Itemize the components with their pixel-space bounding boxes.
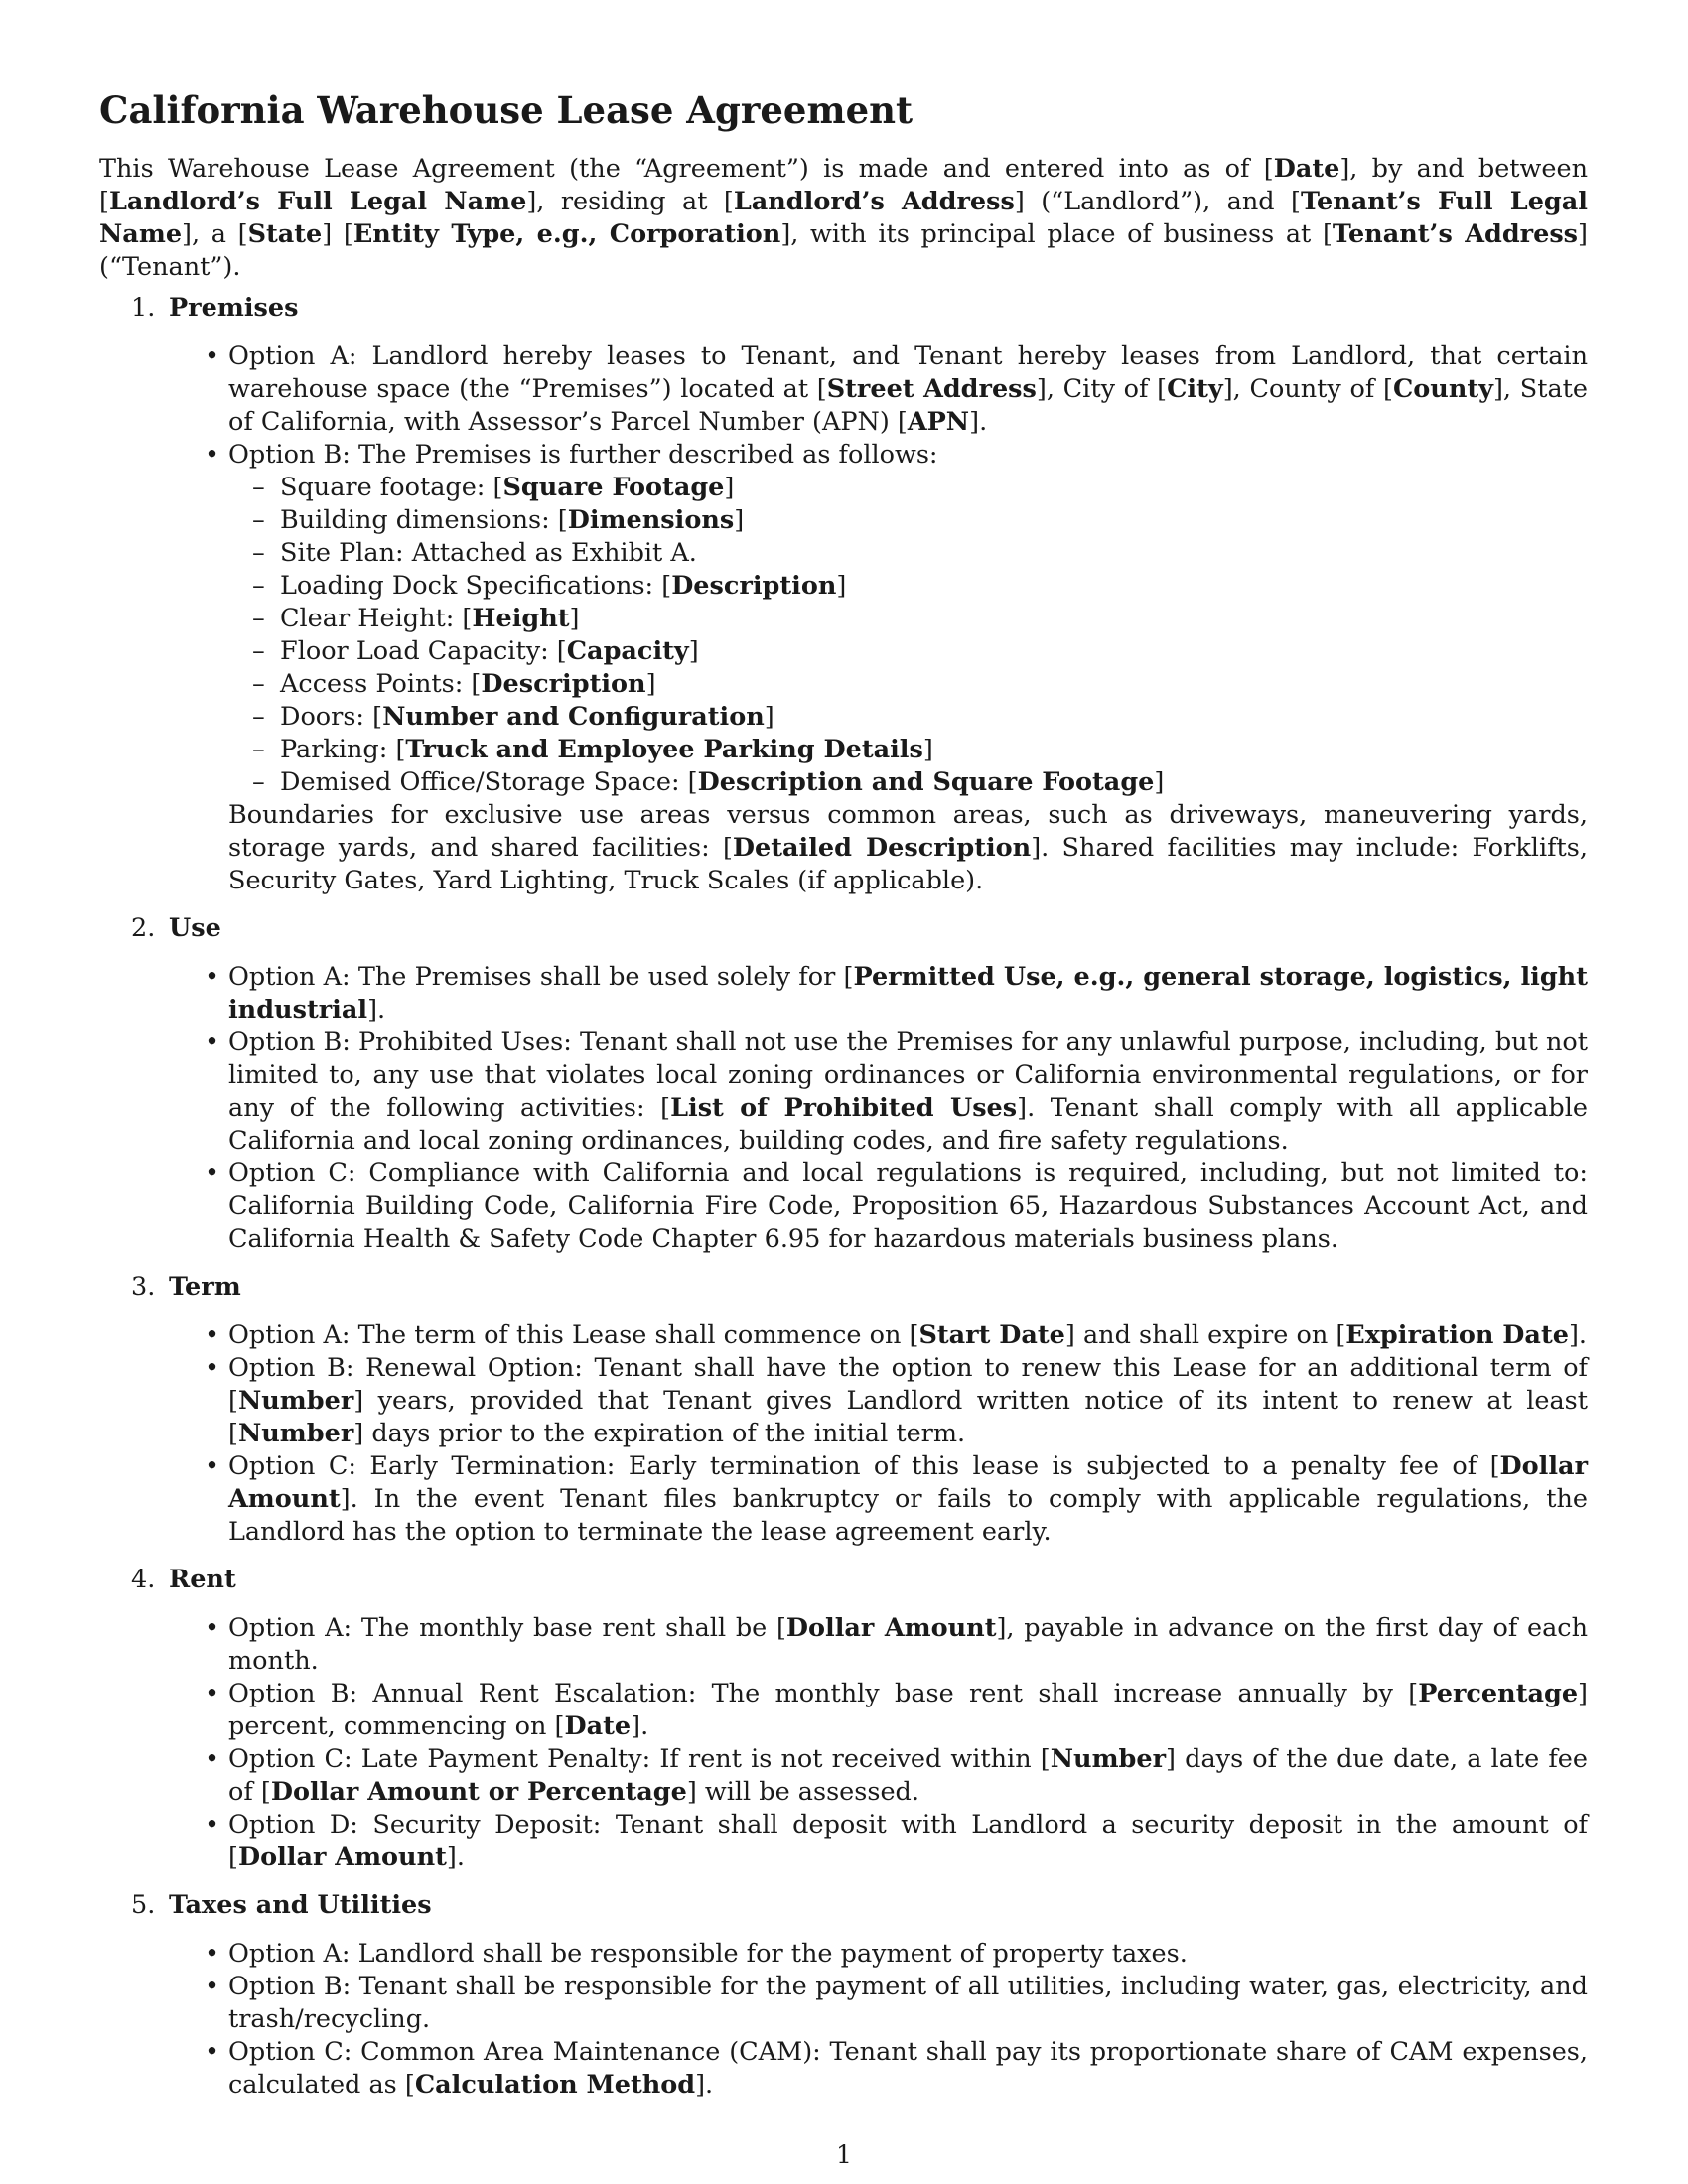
sub-item	[252, 537, 1588, 570]
text-run: Option A: Landlord shall be responsible for the payment of property taxes.	[228, 1939, 1188, 1969]
placeholder-field: Dollar Amount	[785, 1613, 997, 1643]
bullet-icon: •	[205, 1972, 220, 2001]
option-text	[228, 1743, 1588, 1809]
placeholder-field: Permitted Use, e.g., general storage, logistics, light industrial	[228, 962, 1588, 1024]
placeholder-field: Square Footage	[502, 473, 725, 502]
text-run: This Warehouse Lease Agreement (the “Agreement”) is made and entered into as of	[99, 154, 1264, 184]
text-run: ], State of California, with Assessor’s Parcel Number (APN) [	[228, 374, 1588, 437]
text-run: Demised Office/Storage Space: [	[280, 767, 698, 797]
dash-icon: –	[252, 636, 265, 666]
text-run: ]. In the event Tenant files bankruptcy or fails to comply with applicable regulations, the Landlord has the option to terminate the lease agreement early.	[228, 1484, 1588, 1547]
text-run: Access Points: [	[280, 669, 482, 699]
text-run: Option D: Security Deposit: Tenant shall deposit with Landlord a security deposit in the amount of [	[228, 1810, 1588, 1872]
placeholder-field: Number	[237, 1386, 354, 1416]
text-run: Option A: The Premises shall be used solely for [	[228, 962, 854, 992]
bullet-icon: •	[205, 2037, 220, 2067]
placeholder-field: Dollar Amount	[237, 1843, 447, 1872]
text-run: ]	[734, 505, 745, 535]
placeholder-field: Landlord’s Full Legal Name	[108, 187, 527, 216]
option-item	[205, 1971, 1588, 2036]
section-number: 2.	[131, 913, 156, 943]
placeholder-field: Dollar Amount	[228, 1451, 1588, 1514]
section-heading: Term	[169, 1272, 241, 1301]
placeholder-field: Landlord’s Address	[733, 187, 1015, 216]
text-run: Option B: Renewal Option: Tenant shall have the option to renew this Lease for an additional term of [	[228, 1353, 1588, 1416]
placeholder-field: Description and Square Footage	[697, 767, 1155, 797]
option-text	[228, 1026, 1588, 1158]
text-run: ]	[645, 669, 656, 699]
option-item	[205, 439, 1588, 897]
option-text	[228, 961, 1588, 1026]
sub-item	[252, 603, 1588, 635]
option-list	[169, 341, 1588, 897]
placeholder-field: Tenant’s Full Legal Name	[99, 187, 1588, 249]
sub-item	[252, 734, 1588, 766]
option-item	[205, 1678, 1588, 1743]
intro-paragraph	[99, 153, 1588, 284]
text-run: ], with its principal place of business at [	[780, 219, 1333, 249]
text-run: Clear Height: [	[280, 604, 473, 633]
option-text	[228, 439, 1588, 472]
bullet-icon: •	[205, 1451, 220, 1481]
placeholder-field: Capacity	[566, 636, 689, 666]
placeholder-field: Number	[237, 1419, 354, 1448]
section-use	[99, 912, 1588, 1256]
text-run: ], City of [	[1036, 374, 1168, 404]
option-list	[169, 961, 1588, 1256]
section-term	[99, 1271, 1588, 1549]
bullet-icon: •	[205, 1810, 220, 1840]
option-text	[228, 1612, 1588, 1678]
text-run: ]	[1154, 767, 1165, 797]
dash-icon: –	[252, 735, 265, 764]
bullet-icon: •	[205, 440, 220, 470]
section-heading: Premises	[169, 293, 299, 323]
sub-item	[252, 635, 1588, 668]
section-number: 4.	[131, 1565, 156, 1594]
dash-icon: –	[252, 702, 265, 732]
section-number: 3.	[131, 1272, 156, 1301]
text-run: Option B: Tenant shall be responsible for the payment of all utilities, including water, gas, electricity, and trash/recycling.	[228, 1972, 1588, 2034]
bullet-icon: •	[205, 1320, 220, 1350]
section-heading: Taxes and Utilities	[169, 1890, 432, 1920]
text-run: ]. Shared facilities may include: Forklifts, Security Gates, Yard Lighting, Truck Scales (if applicable).	[228, 833, 1588, 895]
option-item	[205, 961, 1588, 1026]
text-run: ] (“Landlord”), and [	[1014, 187, 1301, 216]
placeholder-field: Description	[481, 669, 646, 699]
text-run: ], a [	[182, 219, 248, 249]
section-heading: Rent	[169, 1565, 236, 1594]
text-run: Option B: Prohibited Uses: Tenant shall not use the Premises for any unlawful purpose, including, but not limited to, any use that violates local zoning ordinances or California environmental regulations, or for any of the following activities: [	[228, 1027, 1588, 1123]
text-run: ].	[446, 1843, 465, 1872]
option-text	[228, 1352, 1588, 1450]
text-run: Floor Load Capacity: [	[280, 636, 567, 666]
option-text	[228, 2036, 1588, 2102]
section-number: 1.	[131, 293, 156, 323]
option-followup-text	[228, 799, 1588, 897]
option-item	[205, 1158, 1588, 1256]
sub-item	[252, 766, 1588, 799]
bullet-icon: •	[205, 1353, 220, 1383]
option-list	[169, 1612, 1588, 1874]
text-run: ].	[969, 407, 988, 437]
option-item	[205, 1450, 1588, 1549]
option-list	[169, 1938, 1588, 2102]
option-item	[205, 1026, 1588, 1158]
text-run: Option A: The term of this Lease shall commence on [	[228, 1320, 919, 1350]
text-run: Parking: [	[280, 735, 406, 764]
sub-item	[252, 701, 1588, 734]
text-run: Option B: The Premises is further described as follows:	[228, 440, 938, 470]
placeholder-field: Date	[1273, 154, 1340, 184]
dash-icon: –	[252, 473, 265, 502]
text-run: ]	[836, 571, 847, 601]
text-run: ] days of the due date, a late fee of [	[228, 1744, 1588, 1807]
bullet-icon: •	[205, 1939, 220, 1969]
bullet-icon: •	[205, 1027, 220, 1057]
section-premises	[99, 292, 1588, 897]
text-run: Option A: Landlord hereby leases to Tenant, and Tenant hereby leases from Landlord, that certain warehouse space (the “Premises”) located at [	[228, 341, 1588, 404]
text-run: ].	[1568, 1320, 1588, 1350]
page-number: 1	[836, 2140, 852, 2169]
option-item	[205, 1743, 1588, 1809]
section-rent	[99, 1564, 1588, 1874]
text-run: Site Plan: Attached as Exhibit A.	[280, 538, 697, 568]
placeholder-field: List of Prohibited Uses	[670, 1093, 1018, 1123]
placeholder-field: State	[247, 219, 323, 249]
text-run: ].	[367, 995, 386, 1024]
text-run: ]. Tenant shall comply with all applicable California and local zoning ordinances, building codes, and fire safety regulations.	[228, 1093, 1588, 1156]
section-heading: Use	[169, 913, 221, 943]
bullet-icon: •	[205, 1679, 220, 1708]
text-run: [	[1263, 154, 1274, 184]
option-item	[205, 1612, 1588, 1678]
bullet-icon: •	[205, 1744, 220, 1774]
dash-icon: –	[252, 571, 265, 601]
text-run: Option C: Late Payment Penalty: If rent is not received within [	[228, 1744, 1051, 1774]
sub-item	[252, 668, 1588, 701]
option-item	[205, 341, 1588, 439]
option-item	[205, 1938, 1588, 1971]
text-run: Doors: [	[280, 702, 383, 732]
option-text	[228, 1158, 1588, 1256]
text-run: ] will be assessed.	[686, 1777, 919, 1807]
text-run: ], by and between [	[99, 154, 1588, 216]
placeholder-field: APN	[907, 407, 970, 437]
option-item	[205, 2036, 1588, 2102]
document-body	[99, 85, 1588, 2116]
placeholder-field: Truck and Employee Parking Details	[405, 735, 923, 764]
text-run: ], residing at [	[526, 187, 734, 216]
dash-icon: –	[252, 538, 265, 568]
text-run: Square footage: [	[280, 473, 503, 502]
text-run: ]	[922, 735, 933, 764]
text-run: ] [	[322, 219, 353, 249]
text-run: ] (“Tenant”).	[99, 219, 1588, 282]
placeholder-field: Tenant’s Address	[1332, 219, 1579, 249]
bullet-icon: •	[205, 1613, 220, 1643]
text-run: Option C: Early Termination: Early termination of this lease is subjected to a penalty fee of [	[228, 1451, 1500, 1481]
placeholder-field: Dimensions	[567, 505, 735, 535]
option-text	[228, 1971, 1588, 2036]
placeholder-field: Start Date	[918, 1320, 1065, 1350]
sub-item	[252, 472, 1588, 504]
section-list	[99, 292, 1588, 2102]
text-run: ] years, provided that Tenant gives Landlord written notice of its intent to renew at least [	[228, 1386, 1588, 1448]
placeholder-field: Description	[671, 571, 837, 601]
section-taxes-and-utilities	[99, 1889, 1588, 2102]
text-run: Option C: Compliance with California and local regulations is required, including, but not limited to: California Building Code, California Fire Code, Proposition 65, Hazardous Substances Account Act, and California Health & Safety Code Chapter 6.95 for hazardous materials business plans.	[228, 1159, 1588, 1254]
option-item	[205, 1352, 1588, 1450]
text-run: Loading Dock Specifications: [	[280, 571, 672, 601]
placeholder-field: Street Address	[826, 374, 1037, 404]
text-run: ]	[569, 604, 580, 633]
option-text	[228, 1809, 1588, 1874]
text-run: Building dimensions: [	[280, 505, 568, 535]
placeholder-field: Expiration Date	[1345, 1320, 1569, 1350]
placeholder-field: Calculation Method	[414, 2070, 696, 2100]
option-text	[228, 341, 1588, 439]
sub-list	[228, 472, 1588, 799]
option-item	[205, 1319, 1588, 1352]
text-run: ] days prior to the expiration of the initial term.	[353, 1419, 966, 1448]
text-run: ] percent, commencing on [	[228, 1679, 1588, 1741]
document-title: California Warehouse Lease Agreement	[99, 88, 914, 132]
placeholder-field: Detailed Description	[732, 833, 1032, 863]
placeholder-field: Number	[1050, 1744, 1167, 1774]
text-run: ].	[695, 2070, 714, 2100]
placeholder-field: Date	[564, 1711, 632, 1741]
placeholder-field: Percentage	[1418, 1679, 1579, 1708]
option-list	[169, 1319, 1588, 1549]
sub-item	[252, 504, 1588, 537]
bullet-icon: •	[205, 1159, 220, 1188]
text-run: ], County of [	[1222, 374, 1393, 404]
placeholder-field: Dollar Amount or Percentage	[270, 1777, 687, 1807]
option-text	[228, 1319, 1588, 1352]
text-run: ] and shall expire on [	[1064, 1320, 1346, 1350]
dash-icon: –	[252, 604, 265, 633]
bullet-icon: •	[205, 341, 220, 371]
text-run: Option C: Common Area Maintenance (CAM): Tenant shall pay its proportionate share of CAM expenses, calculated as [	[228, 2037, 1588, 2100]
text-run: Option B: Annual Rent Escalation: The monthly base rent shall increase annually by [	[228, 1679, 1419, 1708]
text-run: ]	[764, 702, 774, 732]
placeholder-field: County	[1392, 374, 1493, 404]
option-text	[228, 1938, 1588, 1971]
dash-icon: –	[252, 767, 265, 797]
placeholder-field: City	[1167, 374, 1223, 404]
dash-icon: –	[252, 669, 265, 699]
option-item	[205, 1809, 1588, 1874]
text-run: ].	[631, 1711, 649, 1741]
text-run: ]	[688, 636, 699, 666]
placeholder-field: Entity Type, e.g., Corporation	[352, 219, 781, 249]
placeholder-field: Number and Configuration	[382, 702, 765, 732]
text-run: ]	[724, 473, 735, 502]
section-number: 5.	[131, 1890, 156, 1920]
placeholder-field: Height	[472, 604, 570, 633]
sub-item	[252, 570, 1588, 603]
bullet-icon: •	[205, 962, 220, 992]
option-text	[228, 1678, 1588, 1743]
text-run: Boundaries for exclusive use areas versus common areas, such as driveways, maneuvering yards, storage yards, and shared facilities: [	[228, 800, 1588, 863]
text-run: Option A: The monthly base rent shall be [	[228, 1613, 786, 1643]
dash-icon: –	[252, 505, 265, 535]
option-text	[228, 1450, 1588, 1549]
text-run: ], payable in advance on the first day of each month.	[228, 1613, 1588, 1676]
